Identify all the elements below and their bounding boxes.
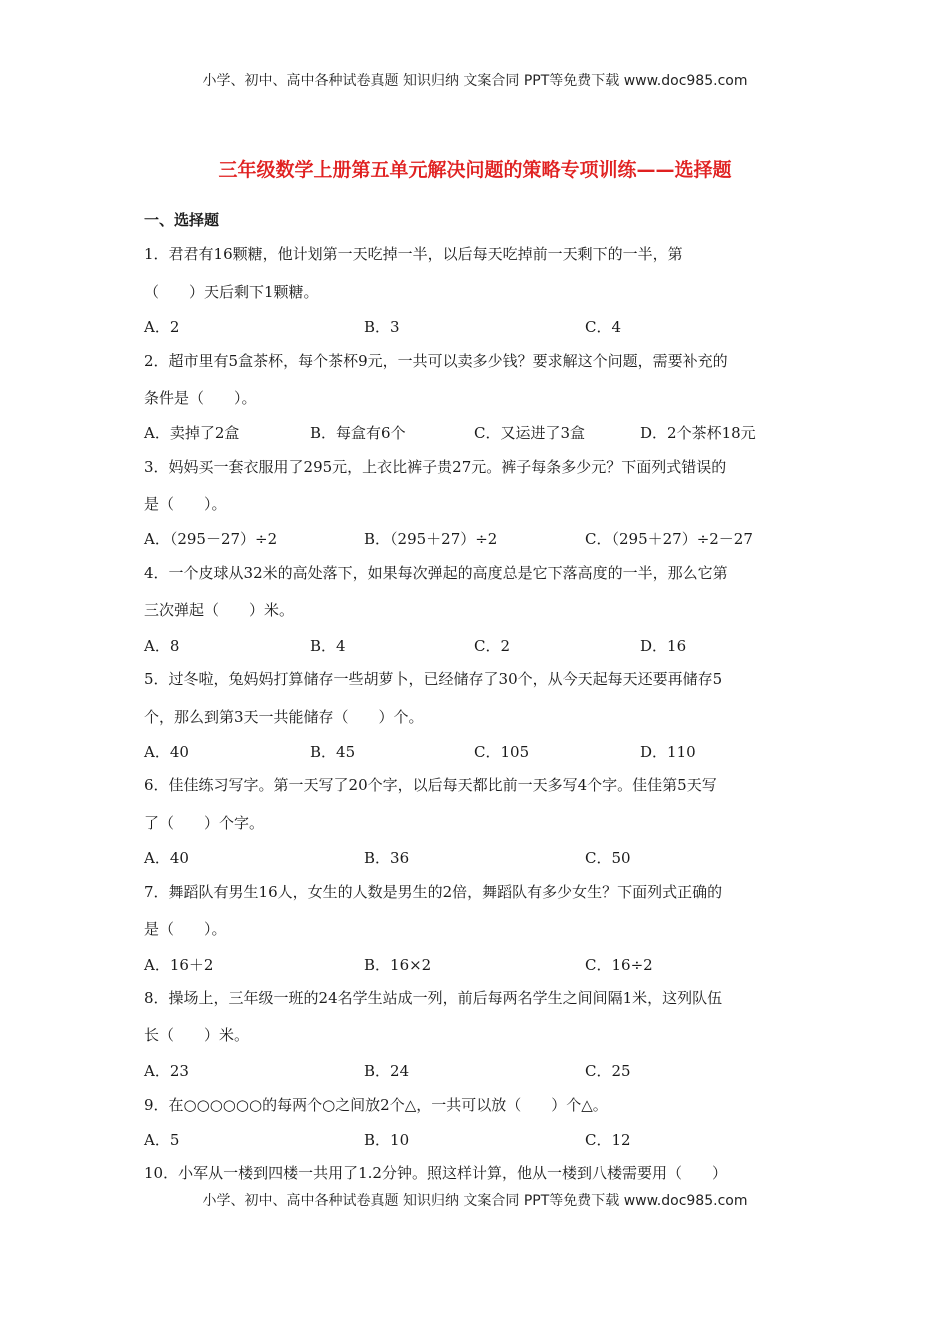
option-a: A．23 xyxy=(144,1062,189,1080)
option-a: A．16＋2 xyxy=(144,956,214,974)
option-b: B．3 xyxy=(364,318,400,336)
question-text-line: 个，那么到第3天一共能储存（ ）个。 xyxy=(144,708,424,726)
page-header: 小学、初中、高中各种试卷真题 知识归纳 文案合同 PPT等免费下载 www.doc985.com xyxy=(202,73,748,89)
option-c: C．105 xyxy=(474,743,530,761)
option-c: C．12 xyxy=(585,1131,631,1149)
option-d: D．110 xyxy=(640,743,696,761)
option-c: C．2 xyxy=(474,637,511,655)
question-text-line: 10．小军从一楼到四楼一共用了1.2分钟。照这样计算，他从一楼到八楼需要用（ ） xyxy=(144,1164,727,1182)
option-b: B．10 xyxy=(364,1131,410,1149)
option-c: C．16÷2 xyxy=(585,956,653,974)
question-text-line: 4．一个皮球从32米的高处落下，如果每次弹起的高度总是它下落高度的一半，那么它第 xyxy=(144,564,728,582)
question-text-line: 5．过冬啦，兔妈妈打算储存一些胡萝卜，已经储存了30个，从今天起每天还要再储存5 xyxy=(144,670,723,688)
question-text-line: 3．妈妈买一套衣服用了295元，上衣比裤子贵27元。裤子每条多少元？下面列式错误的 xyxy=(144,458,727,476)
question-text-line: 6．佳佳练习写字。第一天写了20个字，以后每天都比前一天多写4个字。佳佳第5天写 xyxy=(144,776,717,794)
question-text-line: （ ）天后剩下1颗糖。 xyxy=(144,283,319,301)
option-c: C．50 xyxy=(585,849,631,867)
question-text-line: 1．君君有16颗糖，他计划第一天吃掉一半，以后每天吃掉前一天剩下的一半，第 xyxy=(144,245,683,263)
question-text-line: 三次弹起（ ）米。 xyxy=(144,601,295,619)
option-a: A．（295－27）÷2 xyxy=(144,530,278,548)
option-a: A．卖掉了2盒 xyxy=(144,424,240,442)
option-d: D．2个茶杯18元 xyxy=(640,424,756,442)
question-text-line: 是（ ）。 xyxy=(144,495,227,513)
question-text-line: 9．在○○○○○○的每两个○之间放2个△，一共可以放（ ）个△。 xyxy=(144,1096,608,1114)
question-text-line: 7．舞蹈队有男生16人，女生的人数是男生的2倍，舞蹈队有多少女生？下面列式正确的 xyxy=(144,883,723,901)
section-heading: 一、选择题 xyxy=(144,211,220,229)
option-a: A．5 xyxy=(144,1131,180,1149)
option-c: C．25 xyxy=(585,1062,631,1080)
question-text-line: 条件是（ ）。 xyxy=(144,389,257,407)
option-a: A．2 xyxy=(144,318,180,336)
question-text-line: 是（ ）。 xyxy=(144,920,227,938)
document-title: 三年级数学上册第五单元解决问题的策略专项训练——选择题 xyxy=(218,159,732,181)
option-b: B．24 xyxy=(364,1062,410,1080)
option-a: A．40 xyxy=(144,743,189,761)
question-text-line: 2．超市里有5盒茶杯，每个茶杯9元，一共可以卖多少钱？要求解这个问题，需要补充的 xyxy=(144,352,728,370)
question-text-line: 了（ ）个字。 xyxy=(144,814,265,832)
option-b: B．4 xyxy=(310,637,346,655)
option-b: B．36 xyxy=(364,849,410,867)
option-c: C．4 xyxy=(585,318,622,336)
option-c: C．（295＋27）÷2－27 xyxy=(585,530,753,548)
option-b: B．45 xyxy=(310,743,356,761)
option-b: B．每盒有6个 xyxy=(310,424,406,442)
option-b: B．（295＋27）÷2 xyxy=(364,530,498,548)
option-b: B．16×2 xyxy=(364,956,432,974)
option-a: A．8 xyxy=(144,637,180,655)
question-text-line: 8．操场上，三年级一班的24名学生站成一列，前后每两名学生之间间隔1米，这列队伍 xyxy=(144,989,723,1007)
option-a: A．40 xyxy=(144,849,189,867)
option-d: D．16 xyxy=(640,637,687,655)
option-c: C．又运进了3盒 xyxy=(474,424,586,442)
page-footer: 小学、初中、高中各种试卷真题 知识归纳 文案合同 PPT等免费下载 www.doc985.com xyxy=(202,1193,748,1209)
question-text-line: 长（ ）米。 xyxy=(144,1026,250,1044)
